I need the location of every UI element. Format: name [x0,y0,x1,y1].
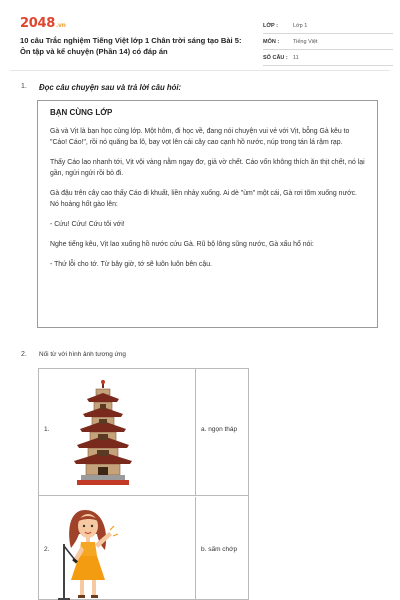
meta-row-subject [263,36,393,50]
meta-row-count [263,52,393,66]
question-number: 2. [21,351,27,358]
story-paragraph: Nghe tiếng kêu, Vịt lao xuống hồ nước cứu Gà. Rũ bộ lông sũng nước, Gà xấu hổ nói: [50,241,314,248]
story-paragraph: Gà đậu trên cây cao thấy Cáo đi khuất, liền nhảy xuống. Ai dè "ùm" một cái, Gà rơi tõm xuống nước. Nó hoảng hốt gào lên: [50,190,357,208]
meta-label: MÔN : [263,39,280,45]
meta-value: 11 [293,55,299,61]
meta-label: SỐ CÂU : [263,55,288,61]
table-row [39,497,248,600]
matching-table [38,368,249,600]
story-paragraph: Gà và Vịt là bạn học cùng lớp. Một hôm, đi học về, đang nói chuyện vui vẻ với Vịt, bỗng Gà kêu to "Cáo! Cáo!", rồi nó quăng ba lô, bay vọt lên cái cây cao cạnh hồ nước, núp trong tán lá rậm rạp. [50,128,350,146]
table-row [39,369,248,496]
row-number: 1. [44,426,50,433]
question-prompt: Đọc câu chuyện sau và trả lời câu hỏi: [39,83,182,92]
story-paragraph: - Cứu! Cứu! Cứu tôi với! [50,221,125,228]
question-prompt: Nối từ với hình ảnh tương ứng [39,351,126,358]
meta-value: Tiếng Việt [293,39,318,45]
match-word: b. sấm chớp [201,546,238,553]
logo-suffix: .vn [55,22,66,29]
header-divider [10,70,390,71]
meta-label: LỚP : [263,23,278,29]
story-paragraph: Thấy Cáo lao nhanh tới, Vịt vội vàng nằm ngay đơ, giả vờ chết. Cáo vốn không thích ăn thịt chết, nó lại gần, ngửi ngửi rồi bỏ đi. [50,159,365,177]
logo-text: 2048 [20,16,55,31]
story-box [37,100,378,328]
question-number: 1. [21,83,27,90]
site-logo[interactable] [20,16,66,31]
document-title: 10 câu Trắc nghiệm Tiếng Việt lớp 1 Chân trời sáng tạo Bài 5: Ôn tập và kể chuyện (Phần 14) có đáp án [20,36,242,56]
singer-girl-icon [55,504,125,600]
pagoda-tower-icon [71,380,135,488]
meta-value: Lớp 1 [293,23,308,29]
page-header [10,6,390,64]
column-divider [195,497,196,600]
match-word: a. ngọn tháp [201,426,238,433]
row-number: 2. [44,546,50,553]
meta-row-grade [263,20,393,34]
story-title: BẠN CÙNG LỚP [50,108,113,117]
column-divider [195,369,196,495]
story-paragraph: - Thứ lỗi cho tớ. Từ bây giờ, tớ sẽ luôn luôn bên cậu. [50,261,212,268]
document-meta [263,20,393,68]
